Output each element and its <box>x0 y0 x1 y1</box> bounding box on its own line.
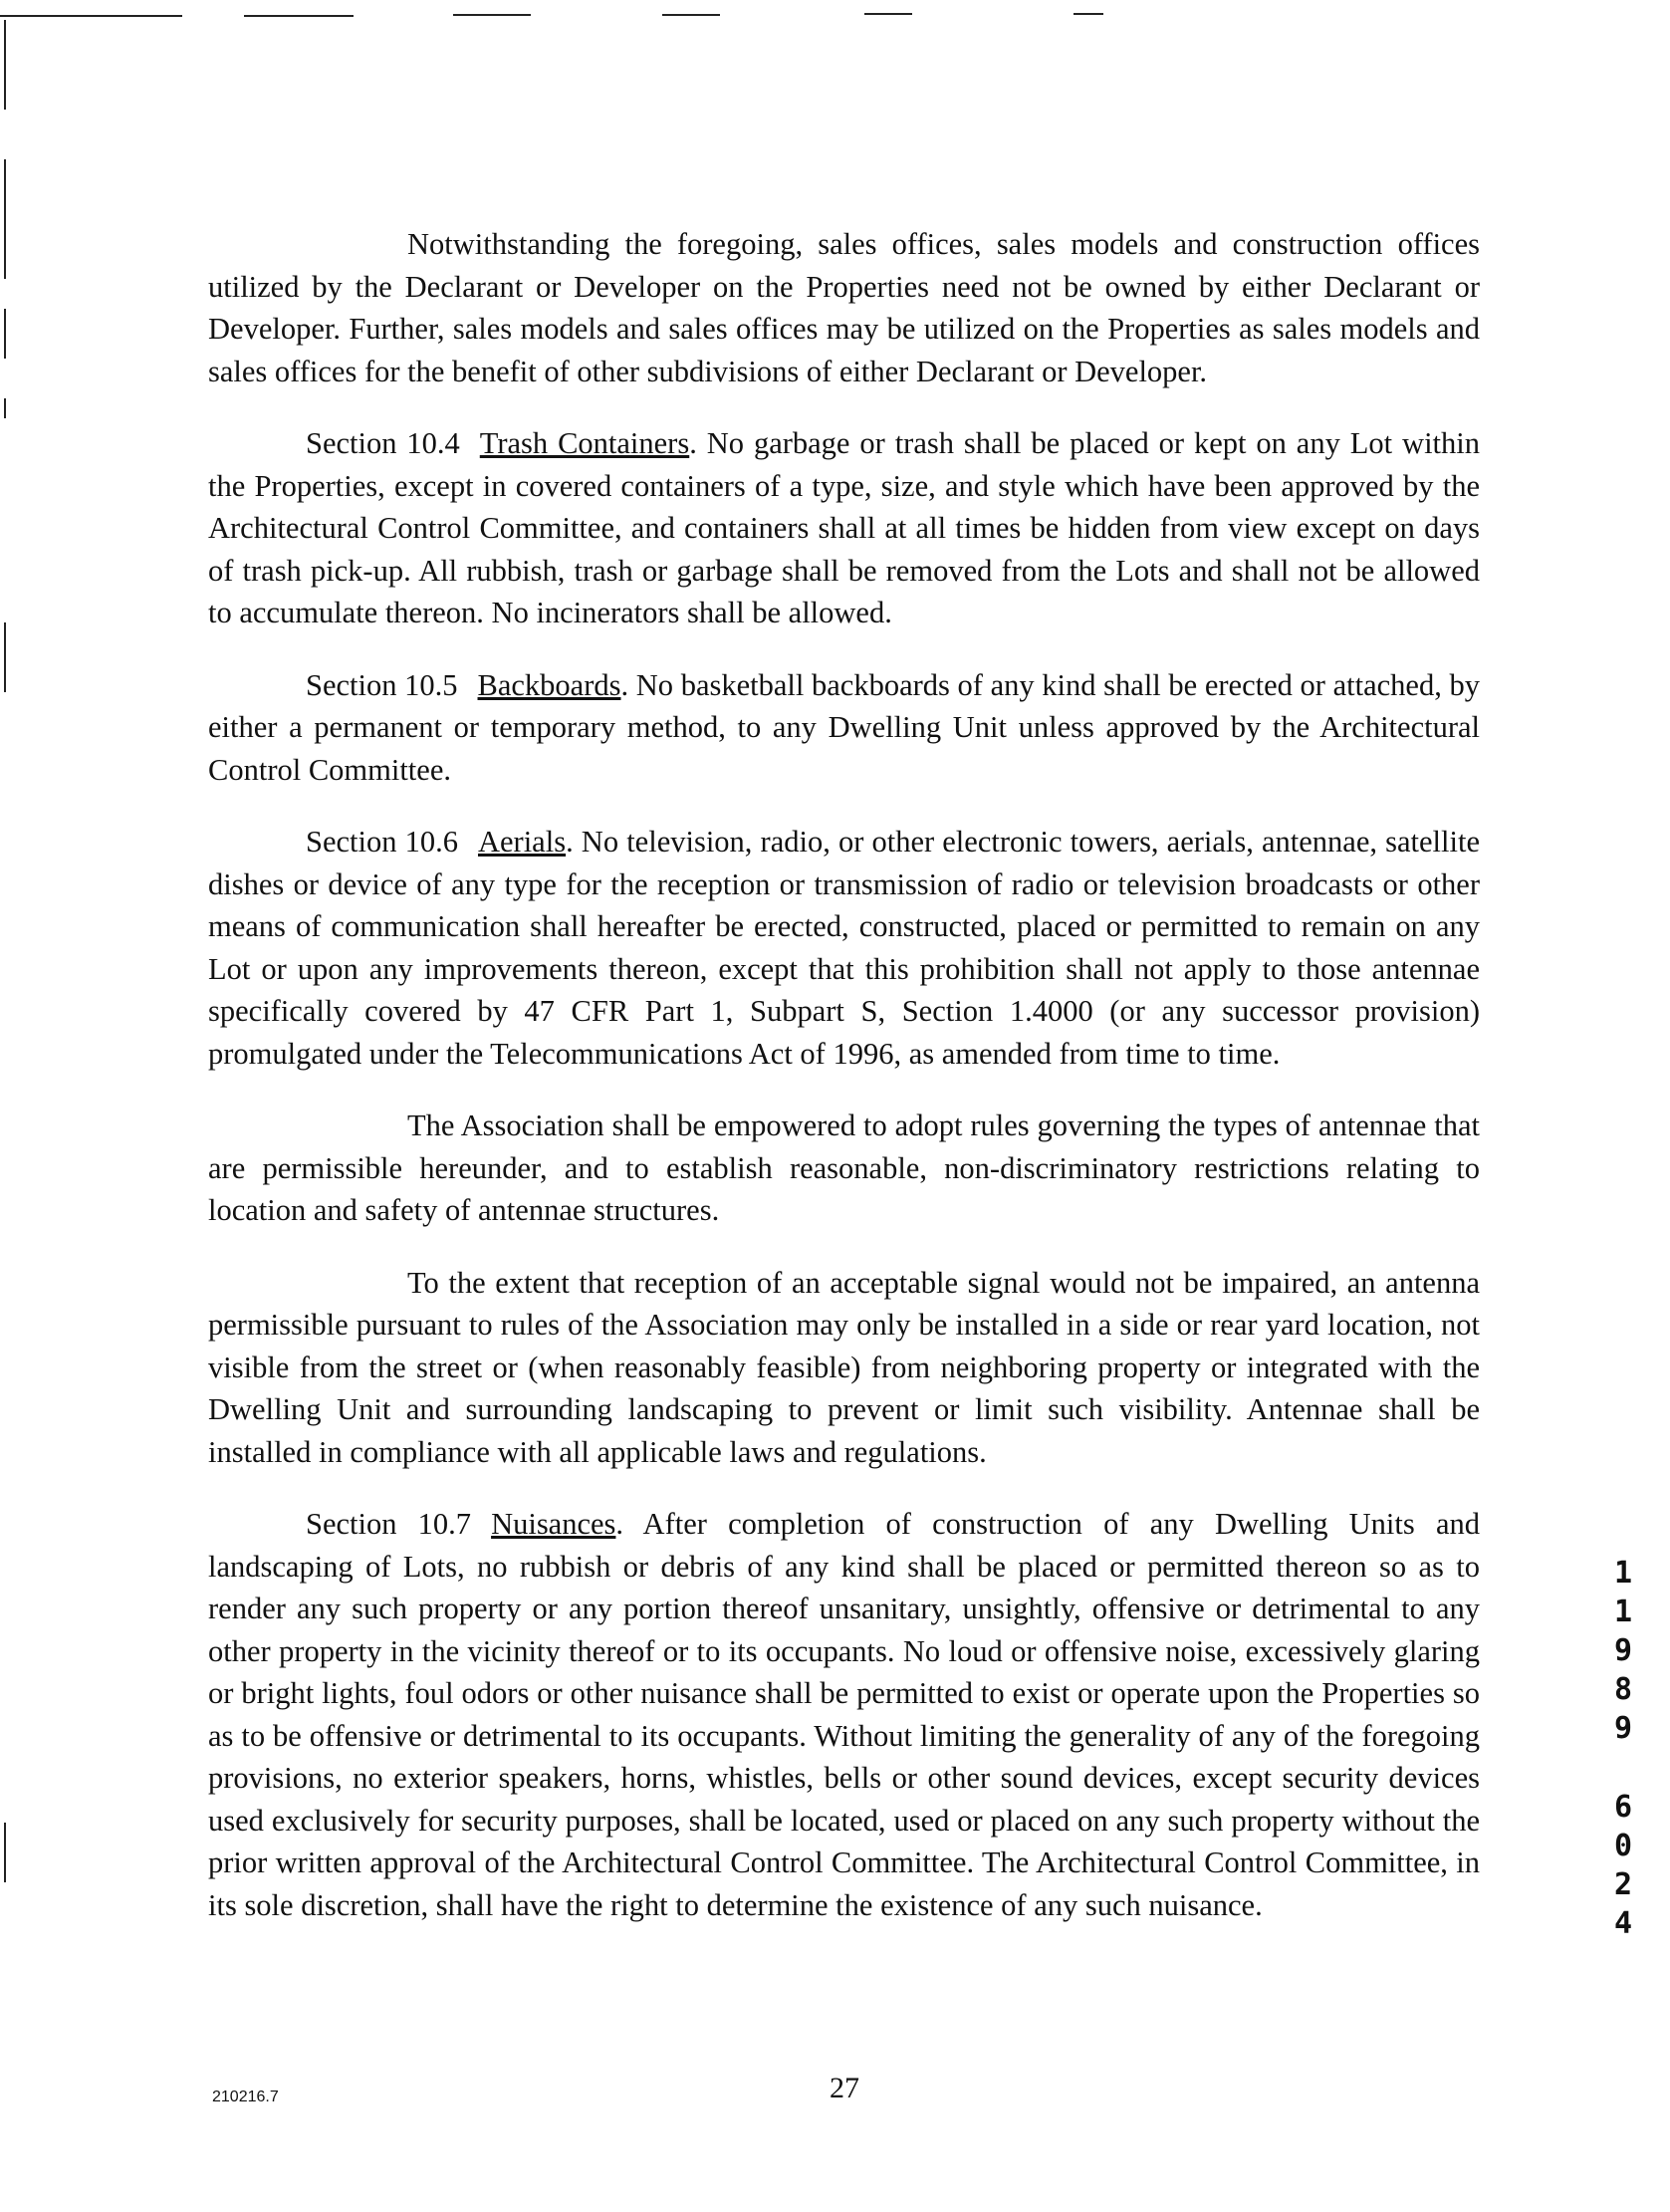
recording-digit: 1 <box>1613 1556 1633 1591</box>
section-text: . No basketball backboards of any kind shall be erected or attached, by either a permanent or temporary method, to any Dwelling Unit unless approved by the Architectural Control Committee. <box>208 667 1480 787</box>
section-text: . No garbage or trash shall be placed or kept on any Lot within the Properties, except in covered containers of a type, size, and style which have been approved by the Architectural Control Committee, and containers shall at all times be hidden from view except on days of trash pick-up. All rubbish, trash or garbage shall be removed from the Lots and shall not be allowed to accumulate thereon. No incinerators shall be allowed. <box>208 426 1480 629</box>
recording-number-stamp <box>1605 1554 1641 1943</box>
page-number: 27 <box>830 2072 859 2104</box>
scan-edge-mark <box>4 159 6 279</box>
recording-digit: 8 <box>1613 1672 1633 1707</box>
recording-digit: 1 <box>1613 1595 1633 1629</box>
section-10-5-backboards <box>208 664 1480 792</box>
paragraph-text: The Association shall be empowered to adopt rules governing the types of antennae that are permissible hereunder, and to establish reasonable, non-discriminatory restrictions relating to location and safety of antennae structures. <box>208 1108 1480 1227</box>
scan-artifact-line <box>244 15 354 17</box>
section-text: . No television, radio, or other electronic towers, aerials, antennae, satellite dishes or device of any type for the reception or transmission of radio or television broadcasts or other means of communication shall hereafter be erected, constructed, placed or permitted to remain on any Lot or upon any improvements thereon, except that this prohibition shall not apply to those antennae specifically covered by 47 CFR Part 1, Subpart S, Section 1.4000 (or any successor provision) promulgated under the Telecommunications Act of 1996, as amended from time to time. <box>208 825 1480 1071</box>
paragraph-text: Notwithstanding the foregoing, sales offices, sales models and construction offices utilized by the Declarant or Developer on the Properties need not be owned by either Declarant or Developer. Further, sales models and sales offices may be utilized on the Properties as sales models and sales offices for the benefit of other subdivisions of either Declarant or Developer. <box>208 227 1480 388</box>
section-heading: Trash Containers <box>479 426 690 460</box>
section-number: Section 10.6 <box>306 825 458 859</box>
scan-edge-mark <box>4 1823 6 1882</box>
document-body <box>208 223 1480 1956</box>
section-number: Section 10.4 <box>306 426 460 460</box>
scan-artifact-line <box>864 13 912 15</box>
paragraph-text: To the extent that reception of an acceptable signal would not be impaired, an antenna permissible pursuant to rules of the Association may only be installed in a side or rear yard location, not visible from the street or (when reasonably feasible) from neighboring property or integrated with the Dwelling Unit and surrounding landscaping to prevent or limit such visibility. Antennae shall be installed in compliance with all applicable laws and regulations. <box>208 1265 1480 1469</box>
section-10-7-nuisances <box>208 1503 1480 1926</box>
recording-digit: 2 <box>1613 1867 1633 1902</box>
scan-edge-mark <box>4 622 6 692</box>
scan-artifact-line <box>1074 13 1103 15</box>
scan-artifact-line <box>662 14 720 16</box>
scan-artifact-line <box>453 14 531 16</box>
recording-digit: 0 <box>1613 1829 1633 1863</box>
section-text: . After completion of construction of any Dwelling Units and landscaping of Lots, no rubbish or debris of any kind shall be placed or permitted thereon so as to render any such property or any portion thereof unsanitary, unsightly, offensive or detrimental to any other property in the vicinity thereof or to its occupants. No loud or offensive noise, excessively glaring or bright lights, foul odors or other nuisance shall be permitted to exist or operate upon the Properties so as to be offensive or detrimental to its occupants. Without limiting the generality of any of the foregoing provisions, no exterior speakers, horns, whistles, bells or other sound devices, except security devices used exclusively for security purposes, shall be located, used or placed on any such property without the prior written approval of the Architectural Control Committee. The Architectural Control Committee, in its sole discretion, shall have the right to determine the existence of any such nuisance. <box>208 1507 1480 1922</box>
section-heading: Aerials <box>477 825 567 859</box>
scan-edge-mark <box>4 309 6 359</box>
section-10-4-trash-containers <box>208 422 1480 634</box>
document-id: 210216.7 <box>212 2089 279 2105</box>
section-number: Section 10.5 <box>306 667 458 702</box>
recording-digit: 4 <box>1613 1906 1633 1941</box>
section-heading: Backboards <box>477 667 621 702</box>
section-10-6-aerials <box>208 821 1480 1075</box>
scan-artifact-line <box>0 15 182 17</box>
recording-gap <box>1605 1748 1641 1788</box>
recording-digit: 6 <box>1613 1790 1633 1825</box>
paragraph-association-rules <box>208 1105 1480 1232</box>
paragraph-antenna-placement <box>208 1262 1480 1474</box>
recording-digit: 9 <box>1613 1711 1633 1746</box>
recording-digit: 9 <box>1613 1633 1633 1668</box>
section-number: Section 10.7 <box>306 1507 472 1541</box>
scan-edge-mark <box>4 398 6 418</box>
paragraph-sales-offices <box>208 223 1480 392</box>
scan-edge-mark <box>4 20 6 110</box>
section-heading: Nuisances <box>491 1507 616 1541</box>
